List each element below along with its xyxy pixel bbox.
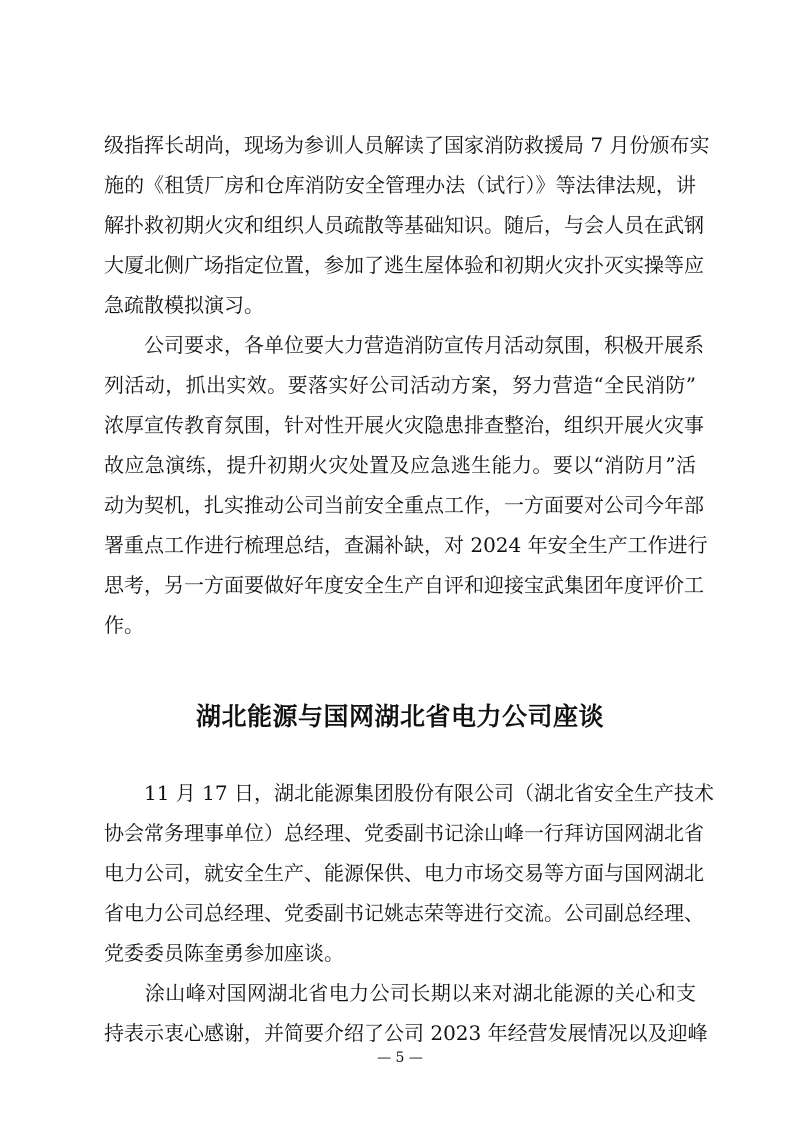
text-line: 党委委员陈奎勇参加座谈。 <box>104 941 344 965</box>
text-line: 署重点工作进行梳理总结，查漏补缺，对 2024 年安全生产工作进行 <box>104 533 708 557</box>
text-line: 浓厚宣传教育氛围，针对性开展火灾隐患排查整治，组织开展火灾事 <box>104 413 704 437</box>
text-line: 急疏散模拟演习。 <box>104 293 264 317</box>
text-line: 涂山峰对国网湖北省电力公司长期以来对湖北能源的关心和支 <box>104 981 696 1005</box>
text-line: 持表示衷心感谢，并简要介绍了公司 2023 年经营发展情况以及迎峰 <box>104 1021 708 1045</box>
text-line: 解扑救初期火灾和组织人员疏散等基础知识。随后，与会人员在武钢 <box>104 213 704 237</box>
text-line: 大厦北侧广场指定位置，参加了逃生屋体验和初期火灾扑灭实操等应 <box>104 253 704 277</box>
text-line: 电力公司，就安全生产、能源保供、电力市场交易等方面与国网湖北 <box>104 861 704 885</box>
text-line: 协会常务理事单位）总经理、党委副书记涂山峰一行拜访国网湖北省 <box>104 821 704 845</box>
page-number: — 5 — <box>377 1050 423 1066</box>
text-line: 施的《租赁厂房和仓库消防安全管理办法（试行）》等法律法规，讲 <box>104 173 696 197</box>
text-line: 动为契机，扎实推动公司当前安全重点工作，一方面要对公司今年部 <box>104 493 704 517</box>
text-line: 级指挥长胡尚，现场为参训人员解读了国家消防救援局 7 月份颁布实 <box>104 133 710 157</box>
text-line: 思考，另一方面要做好年度安全生产自评和迎接宝武集团年度评价工 <box>104 573 704 597</box>
text-line: 省电力公司总经理、党委副书记姚志荣等进行交流。公司副总经理、 <box>104 901 704 925</box>
text-line: 作。 <box>104 613 144 637</box>
text-line: 列活动，抓出实效。要落实好公司活动方案，努力营造“全民消防” <box>104 373 696 397</box>
text-line: 故应急演练，提升初期火灾处置及应急逃生能力。要以“消防月”活 <box>104 453 696 477</box>
text-line: 11 月 17 日，湖北能源集团股份有限公司（湖北省安全生产技术 <box>104 781 714 805</box>
article-title: 湖北能源与国网湖北省电力公司座谈 <box>195 702 604 731</box>
text-line: 公司要求，各单位要大力营造消防宣传月活动氛围，积极开展系 <box>104 333 704 357</box>
